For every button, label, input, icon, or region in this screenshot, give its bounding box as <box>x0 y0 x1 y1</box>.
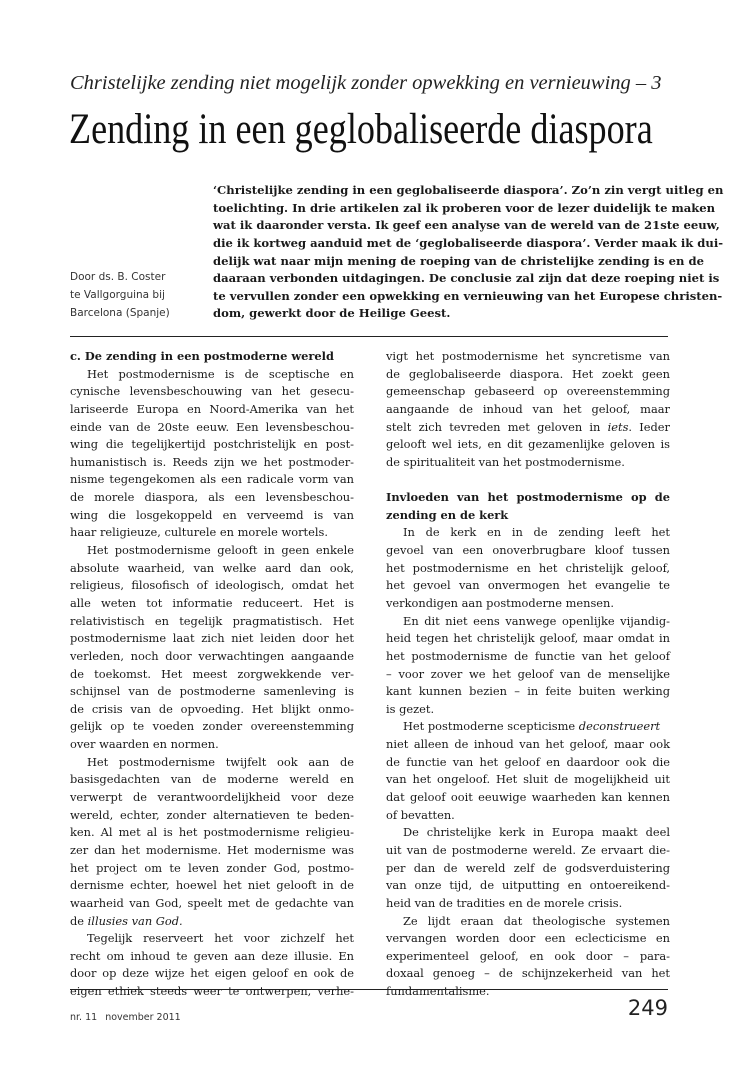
body-line: experimenteel geloof, en ook door – para- <box>386 948 670 963</box>
body-line: recht om inhoud te geven aan deze illusie. En <box>70 948 354 963</box>
body-line: niet alleen de inhoud van het geloof, maar ook <box>386 737 670 752</box>
lead-line: toelichting. In drie artikelen zal ik proberen voor de lezer duidelijk te maken <box>213 200 716 215</box>
body-line: van het ongeloof. Het sluit de mogelijkheid uit <box>386 772 670 787</box>
lead-line: daaraan verbonden uitdagingen. De conclusie zal zijn dat deze roeping niet is <box>213 271 720 286</box>
body-line: wing die tegelijkertijd postchristelijk en post- <box>70 437 354 452</box>
body-line: Het postmodernisme gelooft in geen enkele <box>87 543 354 558</box>
body-line: En dit niet eens vanwege openlijke vijandig- <box>403 613 670 628</box>
body-line: relativistisch en tegelijk pragmatistisch. Het <box>70 613 354 628</box>
top-divider <box>70 336 668 337</box>
body-line: de geglobaliseerde diaspora. Het zoekt geen <box>386 366 670 381</box>
body-line: wereld, echter, zonder alternatieven te beden- <box>70 807 354 822</box>
body-line: postmodernisme laat zich niet leiden door het <box>70 631 354 646</box>
body-line: wing die losgekoppeld en verveemd is van <box>70 507 354 522</box>
body-line: verwerpt de verantwoordelijkheid voor deze <box>70 790 354 805</box>
body-line: humanistisch is. Reeds zijn we het postmoder- <box>70 454 354 469</box>
issue-number: nr. 11 <box>70 1012 98 1023</box>
lead-line: wat ik daaronder versta. Ik geef een analyse van de wereld van de 21ste eeuw, <box>213 218 720 233</box>
body-line: doxaal genoeg – de schijnzekerheid van het <box>386 966 670 981</box>
body-line: vigt het postmodernisme het syncretisme van <box>386 349 670 363</box>
body-line: religieus, filosofisch of ideologisch, omdat het <box>70 578 354 593</box>
body-line: de morele diaspora, als een levensbeschou- <box>70 490 354 505</box>
body-line: de toekomst. Het meest zorgwekkende ver- <box>70 666 354 681</box>
body-line: einde van de 20ste eeuw. Een levensbeschou- <box>70 419 354 434</box>
body-line: verkondigen aan postmoderne mensen. <box>386 595 615 610</box>
body-column-right <box>386 348 670 1001</box>
body-line: gevoel van een onoverbrugbare kloof tussen <box>386 543 670 558</box>
body-text: de <box>70 913 88 928</box>
body-line <box>386 419 670 437</box>
lead-line: ‘Christelijke zending in een geglobaliseerde diaspora’. Zo’n zin vergt uitleg en <box>213 183 724 197</box>
body-line: Het postmodernisme is de sceptische en <box>87 366 354 381</box>
body-line: vervangen worden door een eclecticisme en <box>386 931 670 946</box>
body-line: gelijk op te voeden zonder overeenstemming <box>70 719 354 734</box>
author-info <box>70 268 200 322</box>
body-line: per dan de wereld zelf de godsverduistering <box>386 860 670 875</box>
body-line: lariseerde Europa en Noord-Amerika van het <box>70 401 354 416</box>
italic-text: deconstrueert <box>578 719 661 734</box>
body-column-left <box>70 348 354 1001</box>
body-line: cynische levensbeschouwing van het gesecu- <box>70 384 354 399</box>
body-line: het postmodernisme en het christelijk geloof, <box>386 560 670 575</box>
lead-paragraph <box>213 181 724 322</box>
body-text: stelt zich tevreden met geloven in <box>386 419 608 434</box>
body-line: Ze lijdt eraan dat theologische systemen <box>403 913 670 928</box>
body-line: is gezet. <box>386 701 435 716</box>
footer <box>70 1012 181 1023</box>
body-line: schijnsel van de postmoderne samenleving is <box>70 684 354 699</box>
body-line: of bevatten. <box>386 807 455 822</box>
series-title: Christelijke zending niet mogelijk zonder opwekking en vernieuwing – 3 <box>70 72 662 94</box>
body-line: alle weten tot informatie reduceert. Het is <box>70 595 354 610</box>
body-line: gemeenschap gebaseerd op overeenstemming <box>386 384 670 399</box>
body-line: van onze tijd, de uitputting en ontoereikend- <box>386 878 670 893</box>
body-line: dernisme echter, hoewel het niet gelooft in de <box>70 878 354 893</box>
lead-line: te vervullen zonder een opwekking en vernieuwing van het Europese christen- <box>213 288 723 303</box>
bottom-divider <box>70 989 668 990</box>
body-line: uit van de postmoderne wereld. Ze ervaart die- <box>386 842 670 857</box>
body-line: gelooft wel iets, en dit gezamenlijke geloven is <box>386 437 670 452</box>
body-line <box>386 718 670 736</box>
body-line: dat geloof ooit eeuwige waarheden kan kennen <box>386 790 670 805</box>
body-line: het project om te leven zonder God, postmo- <box>70 860 354 875</box>
body-line: fundamentalisme. <box>386 984 490 999</box>
section-heading: Invloeden van het postmodernisme op de <box>386 490 670 505</box>
body-line: de functie van het geloof en daardoor ook die <box>386 754 670 769</box>
body-line: het gevoel van onvermogen het evangelie te <box>386 578 670 593</box>
paragraph-gap <box>386 471 670 489</box>
body-line: haar religieuze, culturele en morele wortels. <box>70 525 328 540</box>
body-line: heid tegen het christelijk geloof, maar omdat in <box>386 631 670 646</box>
lead-line: die ik kortweg aanduid met de ‘geglobaliseerde diaspora’. Verder maak ik dui- <box>213 235 724 250</box>
italic-text: illusies van God. <box>87 913 183 928</box>
body-line: aangaande de inhoud van het geloof, maar <box>386 401 670 416</box>
author-line: Barcelona (Spanje) <box>70 307 170 319</box>
body-line: Het postmodernisme twijfelt ook aan de <box>87 754 354 769</box>
page-number: 249 <box>627 996 668 1020</box>
body-line: Tegelijk reserveert het voor zichzelf het <box>87 931 354 946</box>
section-heading: c. De zending in een postmoderne wereld <box>70 349 334 363</box>
body-line: waarheid van God, speelt met de gedachte van <box>70 895 354 910</box>
body-line: heid van de tradities en de morele crisis. <box>386 895 623 910</box>
body-line: eigen ethiek steeds weer te ontwerpen, verhe- <box>70 984 354 999</box>
body-line: – voor zover we het geloof van de menselijke <box>386 666 670 681</box>
issue-date: november 2011 <box>105 1012 181 1023</box>
body-line: ken. Al met al is het postmodernisme religieu- <box>70 825 354 840</box>
body-line: absolute waarheid, van welke aard dan ook, <box>70 560 354 575</box>
italic-text: iets <box>607 419 629 434</box>
body-line: over waarden en normen. <box>70 737 219 752</box>
body-line: verleden, noch door verwachtingen aangaande <box>70 648 354 663</box>
lead-line: dom, gewerkt door de Heilige Geest. <box>213 306 451 321</box>
body-text: . Ieder <box>628 419 670 434</box>
body-line: nisme tegengekomen als een radicale vorm van <box>70 472 354 487</box>
body-line <box>70 913 354 931</box>
body-line: door op deze wijze het eigen geloof en ook de <box>70 966 354 981</box>
author-line: te Vallgorguina bij <box>70 289 165 301</box>
body-line: het postmodernisme de functie van het geloof <box>386 648 670 663</box>
author-line: Door ds. B. Coster <box>70 271 166 283</box>
article-title: Zending in een geglobaliseerde diaspora <box>69 106 653 153</box>
body-text: Het postmoderne scepticisme <box>403 719 579 734</box>
body-line: de spiritualiteit van het postmodernisme. <box>386 454 625 469</box>
body-line: zer dan het modernisme. Het modernisme was <box>70 842 354 857</box>
lead-line: delijk wat naar mijn mening de roeping van de christelijke zending is en de <box>213 253 704 268</box>
section-heading: zending en de kerk <box>386 507 509 522</box>
body-line: In de kerk en in de zending leeft het <box>403 525 670 540</box>
body-line: De christelijke kerk in Europa maakt deel <box>403 825 670 840</box>
body-line: kant kunnen bezien – in feite buiten werking <box>386 684 670 699</box>
body-line: de crisis van de opvoeding. Het blijkt onmo- <box>70 701 354 716</box>
body-line: basisgedachten van de moderne wereld en <box>70 772 354 787</box>
